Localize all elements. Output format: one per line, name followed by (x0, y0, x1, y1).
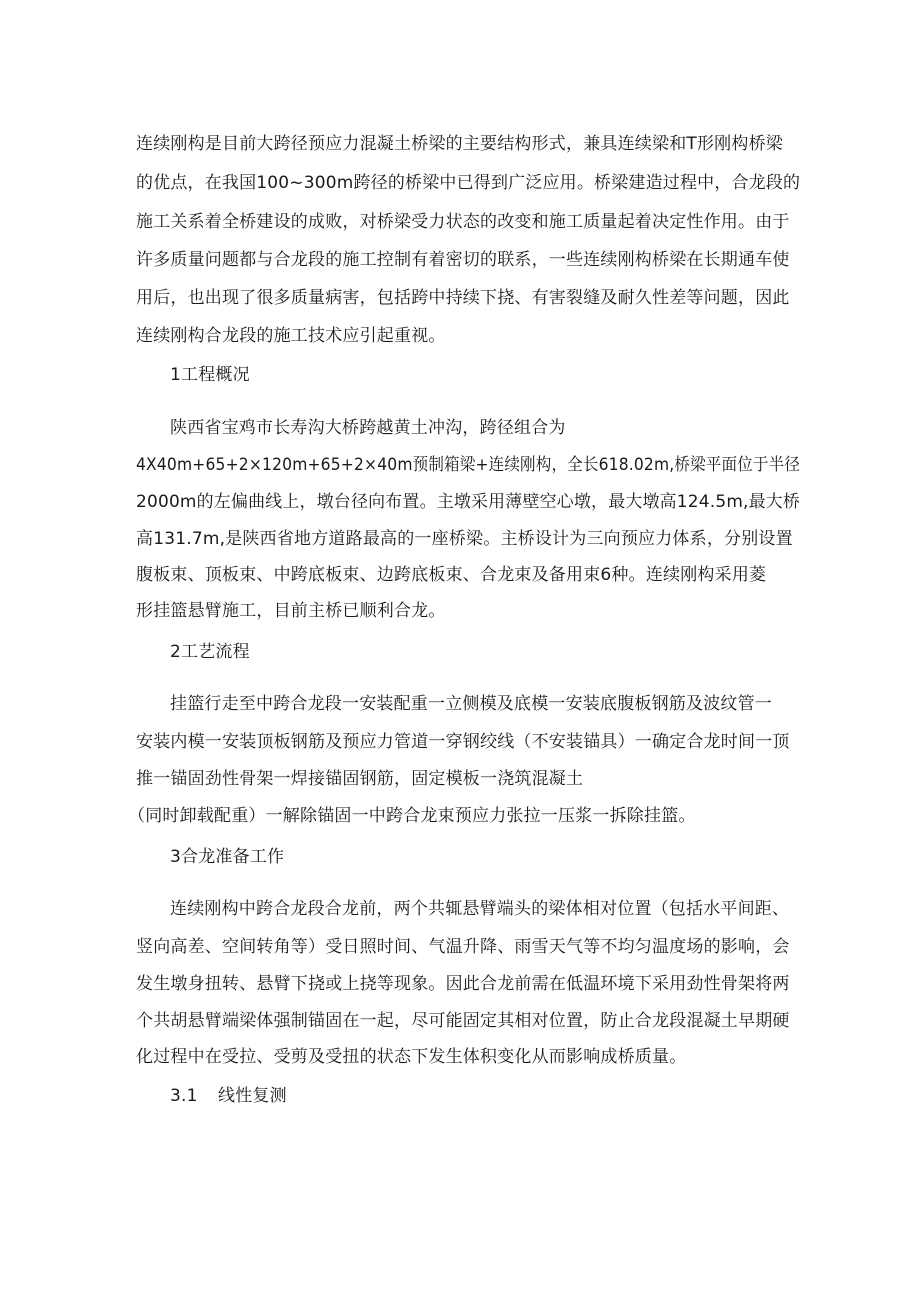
text-run: 施工关系着全桥建设的成败，对桥梁受力状态的改变和施工质量起着决定性作用。由于 (136, 212, 790, 232)
text-run: 安装内模一安装顶板钢筋及预应力管道一穿钢绞线（不安装锚具）一确定合龙时间一顶 (136, 732, 790, 752)
text-run: 4X40m+65+2×120m+65+2×40m预制箱梁+连续刚构，全长618.02m,桥梁平面位于半径 (136, 455, 801, 475)
text-run: 高131.7m,是陕西省地方道路最高的一座桥梁。主桥设计为三向预应力体系，分别设置 (136, 529, 793, 549)
heading-text: 3合龙准备工作 (170, 847, 285, 867)
paragraph-line (136, 972, 790, 996)
paragraph-line (136, 171, 801, 195)
paragraph-line (136, 767, 583, 791)
paragraph-line (170, 416, 566, 440)
section-heading (170, 640, 250, 664)
text-run: 发生墩身扭转、悬臂下挠或上挠等现象。因此合龙前需在低温环境下采用劲性骨架将两 (136, 974, 790, 994)
paragraph-line (136, 132, 782, 156)
heading-text: 1工程概况 (170, 365, 250, 385)
paragraph-line (136, 324, 446, 348)
paragraph-line (136, 527, 793, 551)
paragraph-line (170, 897, 789, 921)
text-run: 许多质量问题都与合龙段的施工控制有着密切的联系，一些连续刚构桥梁在长期通车使 (136, 250, 790, 270)
paragraph-line (136, 453, 800, 477)
text-run: （同时卸载配重）一解除锚固一中跨合龙束预应力张拉一压浆一拆除挂篮。 (128, 806, 696, 826)
paragraph-line (136, 935, 790, 959)
text-run: 用后，也出现了很多质量病害，包括跨中持续下挠、有害裂缝及耐久性差等问题，因此 (136, 288, 790, 308)
paragraph-line (136, 286, 790, 310)
text-run: 2000m的左偏曲线上，墩台径向布置。主墩采用薄壁空心墩，最大墩高124.5m,最大桥 (136, 492, 801, 512)
text-run: 个共胡悬臂端梁体强制锚固在一起，尽可能固定其相对位置，防止合龙段混凝土早期硬 (136, 1011, 790, 1031)
text-run: 的优点，在我国100~300m跨径的桥梁中已得到广泛应用。桥梁建造过程中，合龙段的 (136, 173, 801, 193)
paragraph-line (170, 692, 772, 716)
subsection-title: 线性复测 (218, 1086, 287, 1106)
text-run: 化过程中在受拉、受剪及受扭的状态下发生体积变化从而影响成桥质量。 (136, 1047, 687, 1067)
paragraph-line (136, 1009, 790, 1033)
paragraph-line (136, 730, 790, 754)
subsection-number: 3.1 (170, 1086, 198, 1106)
paragraph-line (136, 490, 800, 514)
text-run: 挂篮行走至中跨合龙段一安装配重一立侧模及底模一安装底腹板钢筋及波纹管一 (170, 694, 772, 714)
text-run: 竖向高差、空间转角等）受日照时间、气温升降、雨雪天气等不均匀温度场的影响，会 (136, 937, 790, 957)
text-run: 连续刚构是目前大跨径预应力混凝土桥梁的主要结构形式，兼具连续梁和T形刚构桥梁 (136, 134, 783, 154)
section-heading (170, 363, 250, 387)
paragraph-line (128, 804, 696, 828)
paragraph-line (136, 210, 790, 234)
text-run: 陕西省宝鸡市长寿沟大桥跨越黄土冲沟，跨径组合为 (170, 418, 566, 438)
text-run: 形挂篮悬臂施工，目前主桥已顺利合龙。 (136, 601, 446, 621)
text-run: 腹板束、顶板束、中跨底板束、边跨底板束、合龙束及备用束6种。连续刚构采用菱 (136, 565, 767, 585)
section-heading (170, 845, 284, 869)
subsection-heading (170, 1084, 287, 1108)
text-run: 推一锚固劲性骨架一焊接锚固钢筋，固定模板一浇筑混凝土 (136, 769, 584, 789)
text-run: 连续刚构合龙段的施工技术应引起重视。 (136, 326, 446, 346)
text-run: 连续刚构中跨合龙段合龙前，两个共辄悬臂端头的梁体相对位置（包括水平间距、 (170, 899, 790, 919)
paragraph-line (136, 248, 790, 272)
heading-text: 2工艺流程 (170, 642, 250, 662)
paragraph-line (136, 563, 766, 587)
paragraph-line (136, 599, 446, 623)
paragraph-line (136, 1045, 686, 1069)
